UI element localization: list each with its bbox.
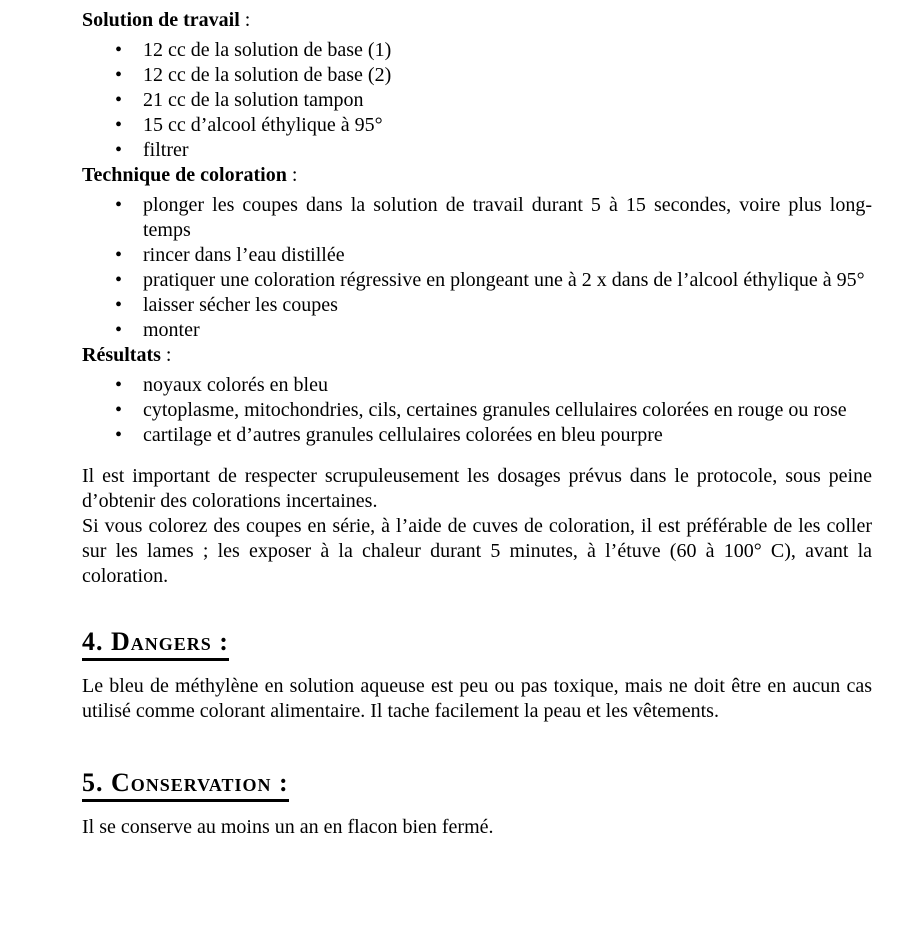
section-resultats (82, 343, 872, 448)
list-item (82, 63, 872, 88)
section-solution-de-travail (82, 8, 872, 163)
list-item-text: cytoplasme, mitochondries, cils, certaines granules cellulaires colorées en rouge ou rose (143, 399, 847, 421)
list-item (82, 293, 872, 318)
bullet-icon: • (115, 294, 123, 316)
bullet-icon: • (115, 399, 123, 421)
bullet-icon: • (115, 39, 123, 61)
section-technique-de-coloration (82, 163, 872, 343)
bullet-icon: • (115, 319, 123, 341)
section-heading-solution (82, 8, 872, 33)
list-item-text: 21 cc de la solution tampon (143, 89, 364, 111)
paragraph-dangers: Le bleu de méthylène en solution aqueuse est peu ou pas toxique, mais ne doit être en aucun cas utilisé comme colorant alimentaire. Il tache facilement la peau et les vêtements. (82, 675, 872, 722)
heading-colon: : (160, 344, 172, 366)
list-item (82, 38, 872, 63)
section-heading-text: Résultats (82, 344, 161, 366)
list-item (82, 318, 872, 343)
bullet-list-solution (82, 38, 872, 163)
heading-colon: : (239, 9, 251, 31)
bullet-icon: • (115, 244, 123, 266)
list-item-text: noyaux colorés en bleu (143, 374, 328, 396)
section-heading-conservation (82, 768, 872, 802)
list-item-text: rincer dans l’eau distillée (143, 244, 345, 266)
bullet-icon: • (115, 64, 123, 86)
list-item (82, 243, 872, 268)
list-item-text: laisser sécher les coupes (143, 294, 338, 316)
list-item-text: pratiquer une coloration régressive en plongeant une à 2 x dans de l’alcool éthylique à 95° (143, 269, 865, 291)
bullet-icon: • (115, 89, 123, 111)
list-item-text: 12 cc de la solution de base (2) (143, 64, 392, 86)
list-item (82, 138, 872, 163)
list-item-text: cartilage et d’autres granules cellulaires colorées en bleu pourpre (143, 424, 663, 446)
paragraph-series-advice: Si vous colorez des coupes en série, à l’aide de cuves de coloration, il est préférable de les coller sur les lames ; les exposer à la chaleur durant 5 minutes, à l’étuve (60 à 100° C), avant la coloration. (82, 515, 872, 587)
list-item (82, 193, 872, 243)
bullet-list-resultats (82, 373, 872, 448)
conservation-heading-text: 5. Conservation : (82, 768, 289, 802)
bullet-icon: • (115, 374, 123, 396)
list-item (82, 398, 872, 423)
list-item-text: 12 cc de la solution de base (1) (143, 39, 392, 61)
heading-colon: : (286, 164, 298, 186)
section-heading-technique (82, 163, 872, 188)
document-content (82, 8, 872, 840)
paragraph-dosage-warning: Il est important de respecter scrupuleusement les dosages prévus dans le protocole, sous peine d’obtenir des colorations incertaines. (82, 465, 872, 512)
bullet-icon: • (115, 114, 123, 136)
bullet-icon: • (115, 424, 123, 446)
bullet-icon: • (115, 269, 123, 291)
list-item (82, 373, 872, 398)
list-item-text: plonger les coupes dans la solution de travail durant 5 à 15 secondes, voire plus long-temps (143, 194, 872, 241)
dangers-heading-text: 4. Dangers : (82, 627, 229, 661)
list-item-text: filtrer (143, 139, 189, 161)
bullet-icon: • (115, 139, 123, 161)
paragraph-conservation: Il se conserve au moins un an en flacon bien fermé. (82, 816, 494, 838)
bullet-icon: • (115, 194, 123, 216)
list-item (82, 113, 872, 138)
list-item-text: 15 cc d’alcool éthylique à 95° (143, 114, 383, 136)
list-item (82, 423, 872, 448)
section-heading-text: Solution de travail (82, 9, 240, 31)
section-heading-resultats (82, 343, 872, 368)
list-item (82, 268, 872, 293)
list-item-text: monter (143, 319, 200, 341)
list-item (82, 88, 872, 113)
bullet-list-technique (82, 193, 872, 343)
section-heading-dangers (82, 627, 872, 661)
section-heading-text: Technique de coloration (82, 164, 287, 186)
